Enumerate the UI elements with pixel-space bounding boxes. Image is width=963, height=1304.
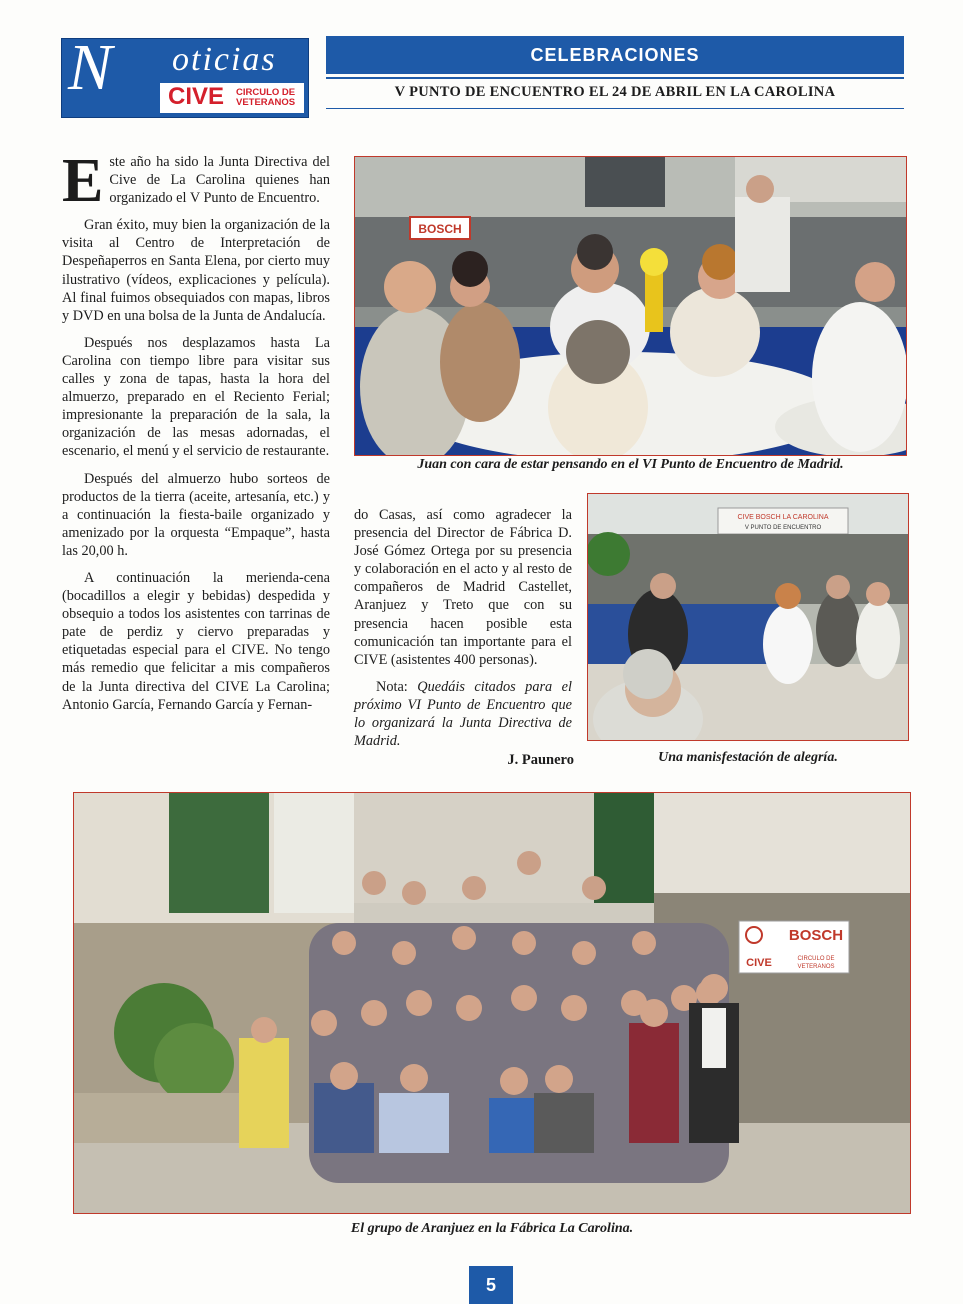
logo-word: oticias — [172, 41, 277, 78]
paragraph: do Casas, así como agradecer la presencia del Director de Fábrica D. José Gómez Ortega por su presencia y colaboración en el acto y al resto de compañeros de Madrid Castellet, Aranjuez y Treto que con su presencia hacen posible esta comunicación tan importante para el CIVE (asistentes 400 personas). — [354, 507, 572, 668]
paragraph: Gran éxito, muy bien la organización de la visita al Centro de Interpretación de Despeñaperros en Santa Elena, por cierto muy ilustrativo (vídeos, explicaciones y película). Al final fuimos obsequiados con mapas, libros y DVD en una bolsa de la Junta de Andalucía. — [62, 217, 330, 324]
photo-caption: El grupo de Aranjuez en la Fábrica La Carolina. — [350, 1221, 634, 1236]
article-column-1 — [62, 147, 330, 723]
section-title: CELEBRACIONES — [326, 36, 904, 74]
banner-line-1: CIVE BOSCH LA CAROLINA — [737, 514, 829, 521]
cive-sign-sub-1: CIRCULO DE — [797, 956, 835, 962]
cive-sign-sub-2: VETERANOS — [797, 964, 835, 970]
paragraph: Después del almuerzo hubo sorteos de productos de la tierra (aceite, artesanía, etc.) y a continuación la fiesta-baile organizado y amenizado por la orquesta “Empaque”, hasta las 20,00 h. — [62, 470, 330, 559]
banner-line-2: V PUNTO DE ENCUENTRO — [744, 525, 822, 531]
dancing-photo — [587, 493, 909, 741]
logo-initial: N — [68, 31, 113, 104]
banquet-photo — [354, 156, 907, 456]
page-number: 5 — [469, 1266, 513, 1304]
cive-badge — [160, 83, 304, 113]
photo-caption: Juan con cara de estar pensando en el VI Punto de Encuentro de Madrid. — [417, 457, 844, 472]
logo-sub: CIRCULO DE VETERANOS — [236, 87, 296, 108]
cive-sign: CIVE — [746, 957, 772, 969]
noticias-cive-logo — [61, 31, 309, 118]
nota-paragraph: Nota: Quedáis citados para el próximo VI Punto de Encuentro que lo organizará la Junta Directiva de Madrid. — [354, 678, 572, 750]
bosch-sign-brand: BOSCH — [788, 927, 844, 944]
divider — [326, 77, 904, 79]
paragraph: A continuación la merienda-cena (bocadillos a elegir y bebidas) despedida y obsequio a todos los asistentes con tarrinas de pate de perdiz y ciervo preparadas y etiquetadas especial para el CIVE. No tengo más remedio que felicitar a mis compañeros de la Junta directiva del CIVE La Carolina; Antonio García, Fernando García y Fernan- — [62, 569, 330, 713]
logo-brand: CIVE — [168, 83, 225, 110]
bosch-sign: BOSCH — [418, 222, 462, 236]
drop-cap: E — [62, 147, 104, 215]
article-subtitle: V PUNTO DE ENCUENTRO EL 24 DE ABRIL EN LA CAROLINA — [394, 84, 836, 100]
paragraph: Después nos desplazamos hasta La Carolina con tiempo libre para visitar sus calles y zona de tapas, hasta la hora del almuerzo, preparado en el Reciento Ferial; impresionante la preparación de la sala, la organización de las mesas adornadas, el escenario, el menú y el servicio de restaurante. — [62, 334, 330, 460]
group-photo — [73, 792, 911, 1214]
article-column-2 — [354, 506, 572, 759]
divider — [326, 108, 904, 109]
author-signature: J. Paunero — [507, 752, 574, 768]
paragraph: Este año ha sido la Junta Directiva del Cive de La Carolina quienes han organizado el V Punto de Encuentro. — [62, 147, 330, 215]
photo-caption: Una manisfestación de alegría. — [658, 750, 838, 765]
